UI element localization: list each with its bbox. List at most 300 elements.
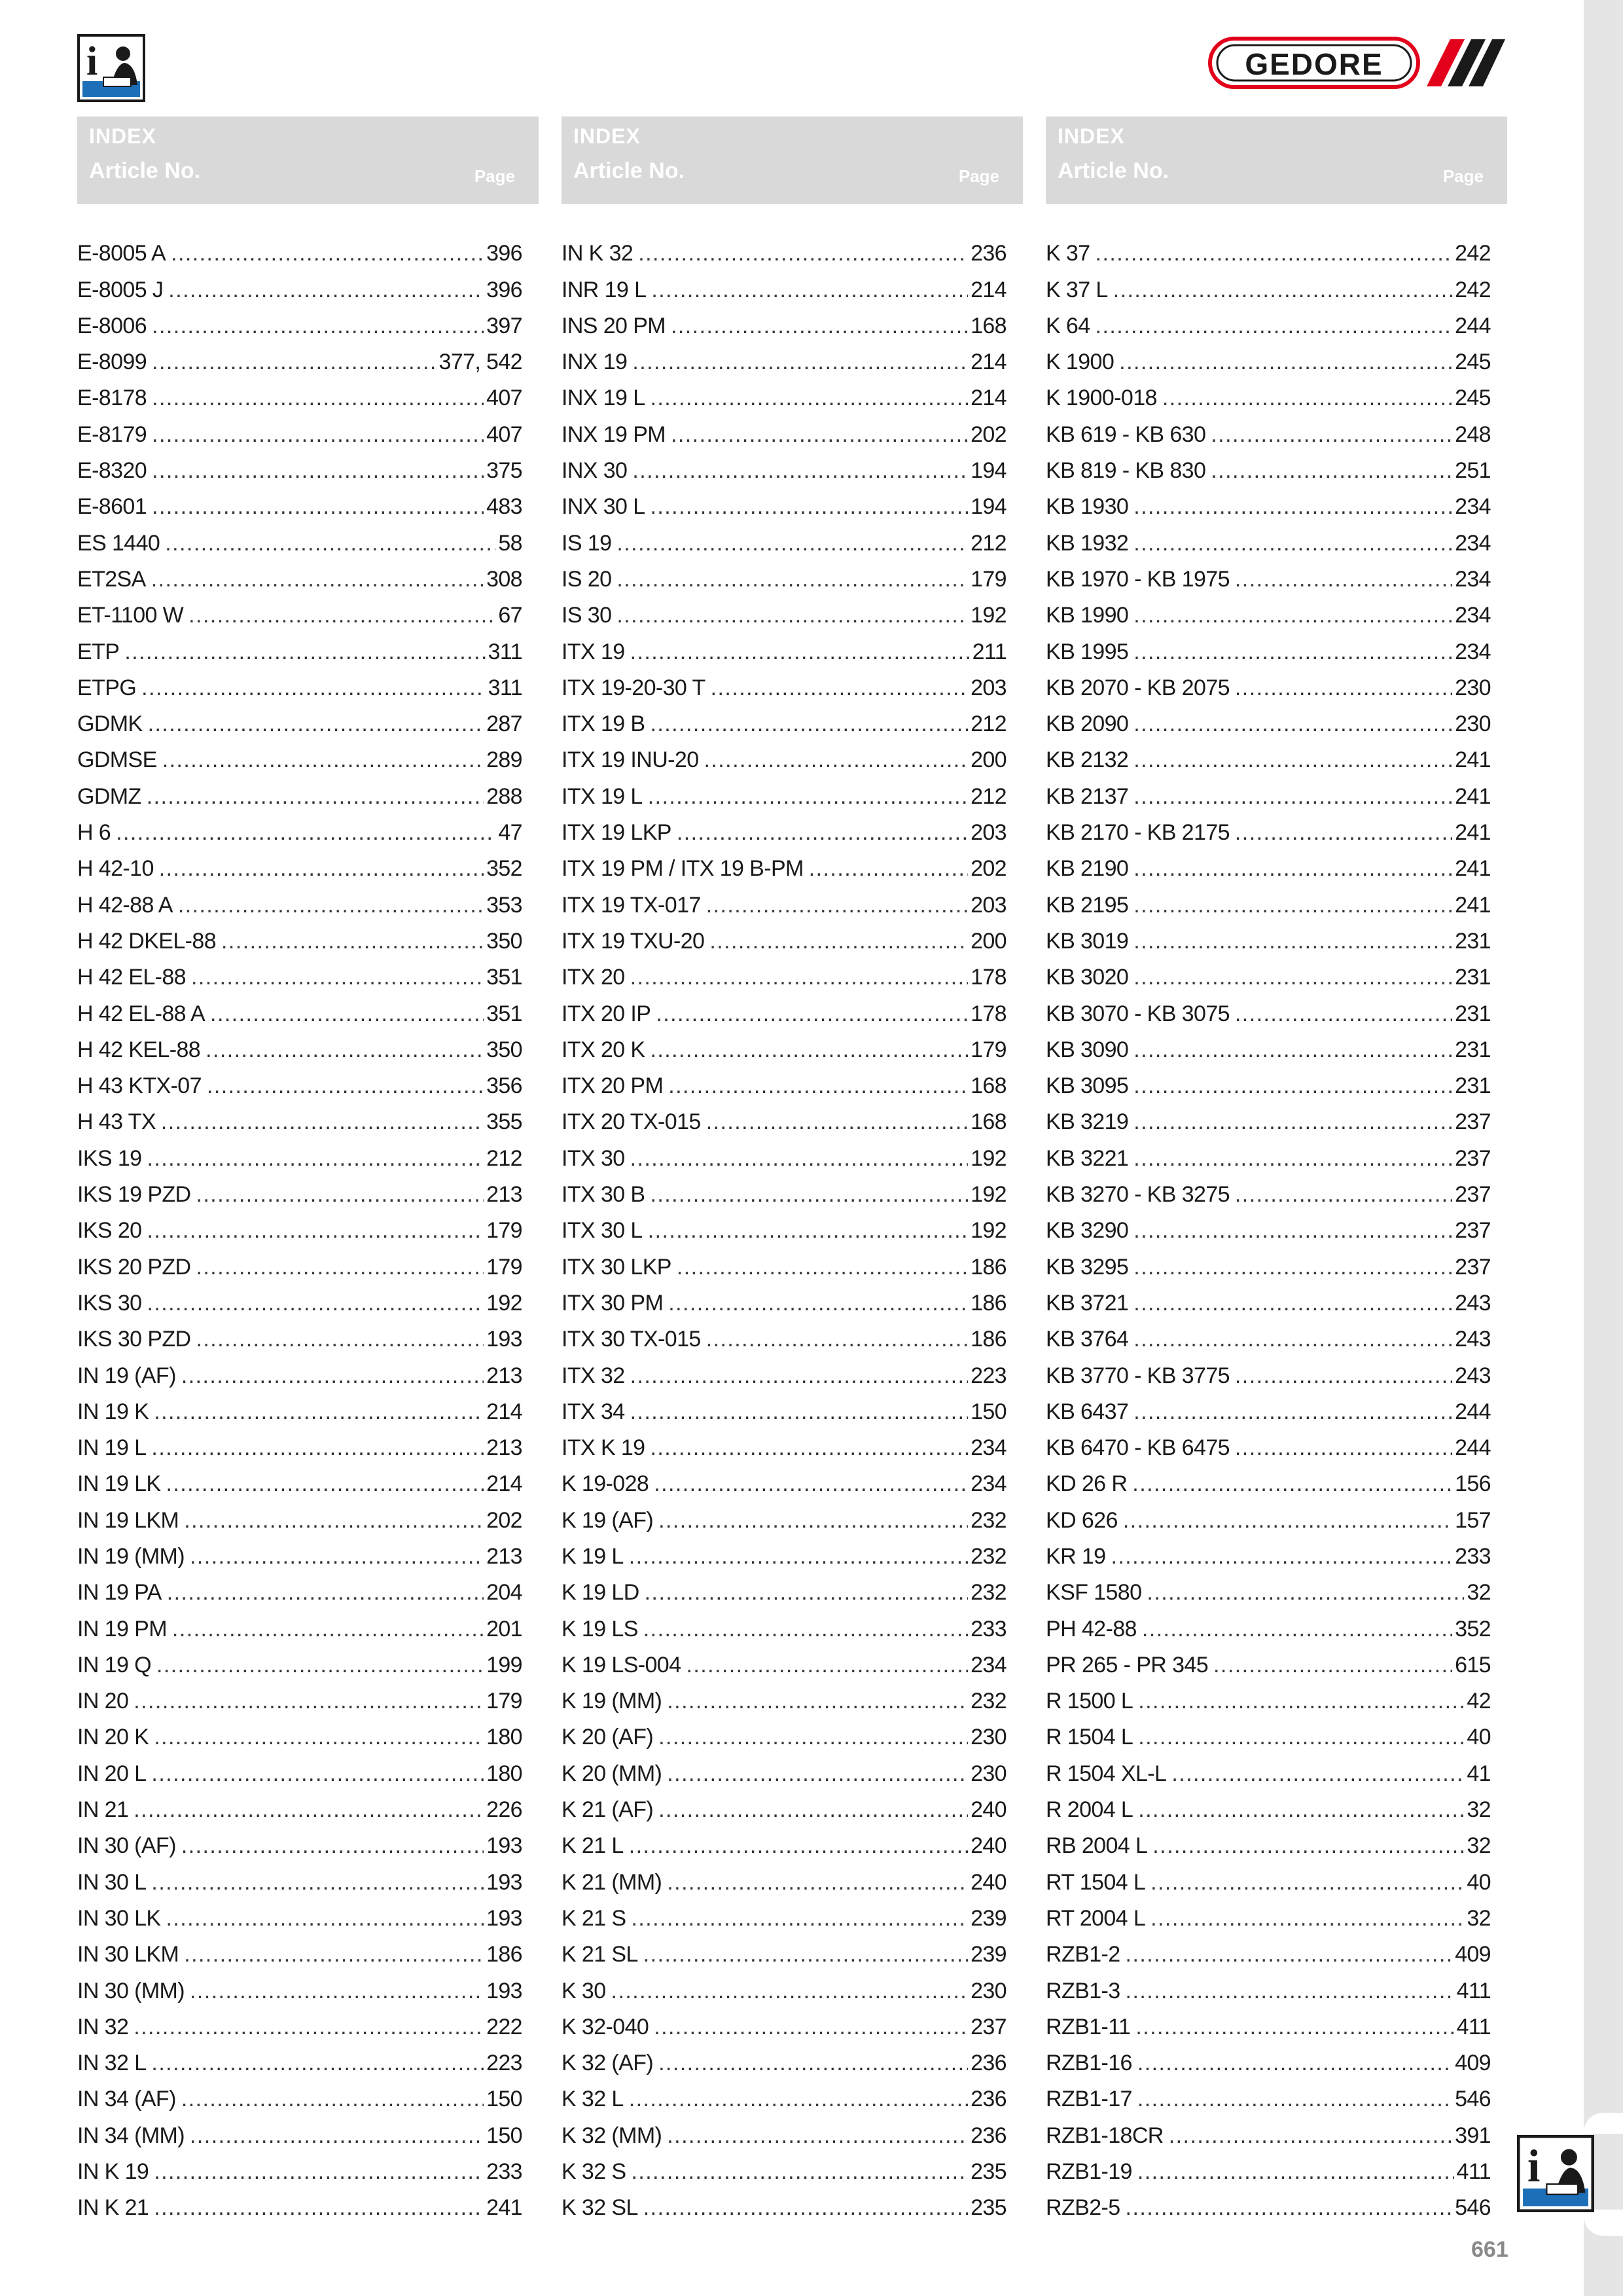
index-entry [1046,1172,1491,1208]
page-reference: 222 [486,2014,522,2039]
article-number: IN K 19 [77,2159,149,2185]
index-entry [77,1534,522,1570]
article-number: K 30 [562,1978,606,2003]
dot-leader [134,1688,484,1714]
dot-leader [1133,1326,1452,1352]
page-reference: 396 [486,277,522,302]
brand-name: GEDORE [1245,47,1383,81]
dot-leader [1235,566,1452,592]
page-reference: 236 [971,241,1007,266]
index-entry [1046,1787,1491,1823]
dot-leader [196,1326,484,1352]
page-reference: 230 [971,1725,1007,1750]
article-number: KB 2170 - KB 2175 [1046,820,1230,846]
page-reference: 242 [1455,277,1491,302]
page-reference: 233 [1455,1543,1491,1569]
page-reference: 240 [971,1797,1007,1823]
article-number: H 42-88 A [77,892,173,918]
index-entry [562,484,1007,520]
dot-leader [1133,493,1452,520]
article-number: IKS 20 PZD [77,1254,191,1280]
page-number: 661 [1471,2237,1508,2262]
dot-leader [629,1833,968,1859]
page-reference: 237 [1455,1109,1491,1135]
dot-leader [1235,1435,1452,1461]
article-number: K 21 SL [562,1942,638,1967]
article-number: ITX 19 TXU-20 [562,928,705,954]
page-reference: 243 [1455,1363,1491,1388]
article-number: IN 30 LKM [77,1942,179,1967]
article-number: KB 1930 [1046,494,1129,520]
page-reference: 223 [971,1363,1007,1388]
index-entry [1046,990,1491,1026]
index-entry [1046,1823,1491,1859]
dot-leader [134,1797,484,1823]
dot-leader [159,855,484,882]
dot-leader [184,1507,484,1534]
article-number: IN 20 K [77,1725,149,1750]
index-entry [562,1172,1007,1208]
index-entry [562,773,1007,809]
page-reference: 211 [972,639,1007,664]
dot-leader [152,313,484,339]
dot-leader [1132,1471,1452,1497]
page-reference: 237 [1455,1182,1491,1208]
page-reference: 236 [971,2123,1007,2148]
article-number: RZB2-5 [1046,2195,1120,2221]
article-number: ITX 20 IP [562,1001,651,1026]
page-reference: 239 [971,1942,1007,1967]
dot-leader [1213,1652,1452,1678]
article-number: IN 20 L [77,1761,147,1786]
article-number: IN 30 LK [77,1905,161,1931]
index-entry [77,448,522,484]
dot-leader [809,855,968,882]
index-entry [1046,1931,1491,1967]
article-number: K 32 S [562,2159,626,2185]
page-reference: 615 [1455,1652,1491,1677]
page-reference: 308 [486,566,522,592]
info-reader-icon[interactable] [1517,2135,1594,2212]
article-number: H 42 EL-88 A [77,1001,205,1026]
index-entry [562,1642,1007,1678]
index-entry [562,1280,1007,1316]
article-number: IN 19 (MM) [77,1543,185,1569]
dot-leader [1147,1579,1464,1605]
page-reference: 230 [1455,675,1491,700]
dot-leader [154,1399,484,1425]
index-entry [1046,1099,1491,1135]
article-number: IN 19 LKM [77,1507,179,1533]
index-entry [77,2149,522,2185]
page-reference: 186 [971,1254,1007,1280]
page-reference: 203 [971,675,1007,700]
article-number: ITX 19 L [562,783,643,809]
article-number: KB 3070 - KB 3075 [1046,1001,1230,1026]
page-reference: 192 [486,1290,522,1316]
article-number: PR 265 - PR 345 [1046,1652,1209,1677]
page-reference: 192 [971,1145,1007,1171]
page-reference: 213 [486,1363,522,1388]
dot-leader [154,1724,484,1750]
index-entry [1046,628,1491,664]
dot-leader [1169,2123,1452,2149]
index-entry [1046,2112,1491,2148]
page-reference: 157 [1455,1507,1491,1533]
article-number: ITX 32 [562,1363,625,1388]
page-reference: 243 [1455,1327,1491,1352]
page-reference: 178 [971,1001,1007,1026]
index-entry [77,1497,522,1533]
article-number: ITX 20 TX-015 [562,1109,701,1135]
index-entry [1046,1642,1491,1678]
index-entry [562,448,1007,484]
index-entry [562,1895,1007,1931]
index-entry [77,882,522,918]
index-title: INDEX [89,124,156,148]
dot-leader [630,1363,969,1389]
dot-leader [168,277,484,303]
dot-leader [1133,602,1452,628]
index-entry [562,1497,1007,1533]
article-number: E-8601 [77,494,147,520]
page-reference: 240 [971,1833,1007,1859]
page-reference: 41 [1467,1761,1491,1786]
dot-leader [151,2050,484,2076]
dot-leader [667,1688,968,1714]
page-reference: 377, 542 [438,350,522,375]
article-number: RT 1504 L [1046,1869,1146,1895]
article-number: K 21 S [562,1905,626,1931]
article-number: ITX 30 L [562,1218,643,1244]
dot-leader [152,385,484,411]
dot-leader [154,2159,484,2185]
article-number: IKS 30 [77,1290,142,1316]
index-entry [77,1352,522,1388]
dot-leader [630,1399,969,1425]
page-reference: 233 [486,2159,522,2185]
article-number: K 19-028 [562,1471,649,1497]
article-number: IN 32 [77,2014,129,2039]
index-entry [1046,1352,1491,1388]
gedore-logo [1208,37,1505,89]
article-number: KD 26 R [1046,1471,1128,1497]
page-reference: 230 [971,1978,1007,2003]
page-reference: 178 [971,965,1007,990]
page-reference: 239 [971,1905,1007,1931]
article-number: H 42 KEL-88 [77,1037,201,1062]
article-number: K 37 [1046,241,1090,266]
dot-leader [190,2123,484,2149]
page-reference: 226 [486,1797,522,1823]
page-reference: 288 [486,783,522,809]
page-reference: 202 [486,1507,522,1533]
page-reference: 236 [971,2051,1007,2076]
article-number: INX 30 [562,458,628,484]
page-reference: 202 [971,422,1007,447]
article-number: K 21 (MM) [562,1869,662,1895]
page-reference: 234 [1455,603,1491,628]
dot-leader [1126,1941,1453,1967]
article-number: RZB1-19 [1046,2159,1132,2185]
page-reference: 193 [486,1327,522,1352]
article-number: IN 19 PM [77,1616,167,1641]
article-number: GDMZ [77,783,141,809]
article-number: ITX 19-20-30 T [562,675,705,700]
page-reference: 179 [486,1254,522,1280]
article-number: KD 626 [1046,1507,1118,1533]
article-number: ITX 30 LKP [562,1254,671,1280]
article-number: KR 19 [1046,1543,1106,1569]
index-entry [562,1787,1007,1823]
page-reference: 213 [486,1182,522,1208]
dot-leader [181,2086,484,2112]
page-reference: 232 [971,1689,1007,1714]
index-entry [562,1099,1007,1135]
page-reference: 47 [498,820,522,846]
dot-leader [711,675,968,701]
dot-leader [1096,313,1453,339]
article-number: KB 3770 - KB 3775 [1046,1363,1230,1388]
index-entry [1046,1208,1491,1244]
article-number: E-8006 [77,313,147,338]
index-entry [77,954,522,990]
article-number: K 32 (AF) [562,2051,654,2076]
dot-leader [1133,964,1452,990]
page-reference: 204 [486,1580,522,1605]
page-reference: 407 [486,386,522,411]
page-reference: 287 [486,711,522,737]
article-number: KB 3090 [1046,1037,1129,1062]
page-reference: 289 [486,747,522,773]
index-entry [1046,1316,1491,1352]
index-entries [1046,230,1507,2221]
page-reference: 242 [1455,241,1491,266]
dot-leader [648,1217,968,1244]
page-reference: 193 [486,1905,522,1931]
index-entry [1046,1027,1491,1063]
article-number: KB 3270 - KB 3275 [1046,1182,1230,1208]
page-reference: 234 [1455,530,1491,556]
page-reference: 193 [486,1869,522,1895]
page-reference: 186 [971,1290,1007,1316]
index-entry [1046,230,1491,266]
article-number: GDMK [77,711,143,737]
page-reference: 251 [1455,458,1491,484]
dot-leader [1133,783,1452,810]
dot-leader [638,240,968,266]
article-number: R 1504 XL-L [1046,1761,1167,1786]
index-entry [562,1859,1007,1895]
page-reference: 245 [1455,386,1491,411]
dot-leader [196,1254,484,1280]
article-number: K 21 (AF) [562,1797,654,1823]
index-entry [1046,1967,1491,2003]
index-entry [562,918,1007,954]
index-entry [562,303,1007,339]
index-entry [1046,1389,1491,1425]
dot-leader [151,1435,484,1461]
article-number: RZB1-16 [1046,2051,1132,2076]
dot-leader [1133,1073,1452,1099]
page-reference: 352 [1455,1616,1491,1641]
article-number: INX 19 [562,350,628,375]
index-entry [1046,810,1491,846]
dot-leader [656,1001,968,1027]
article-number: IKS 19 [77,1145,142,1171]
dot-leader [1133,1145,1452,1172]
page-reference: 202 [971,856,1007,882]
dot-leader [630,639,970,665]
article-number: KB 3219 [1046,1109,1129,1135]
dot-leader [152,457,484,484]
dot-leader [210,1001,484,1027]
page-reference: 351 [486,965,522,990]
page-reference: 396 [486,241,522,266]
index-entry [77,230,522,266]
index-entry [77,1244,522,1280]
column-header [77,117,539,204]
index-entry [1046,665,1491,701]
index-entry [77,1389,522,1425]
article-number: INX 30 L [562,494,645,520]
index-entry [1046,1461,1491,1497]
page-reference: 248 [1455,422,1491,447]
index-entry [562,1208,1007,1244]
page-reference: 180 [486,1725,522,1750]
page-reference: 232 [971,1580,1007,1605]
article-number: K 19 LD [562,1580,639,1605]
article-number: KB 3095 [1046,1073,1129,1099]
index-entry [562,1714,1007,1750]
article-number: IS 20 [562,566,612,592]
index-entry [77,2185,522,2221]
page-reference: 214 [971,350,1007,375]
dot-leader [671,422,968,448]
index-entry [1046,1425,1491,1461]
page-reference: 391 [1455,2123,1491,2148]
index-entry [562,810,1007,846]
page-reference: 179 [486,1689,522,1714]
article-number: KB 2132 [1046,747,1129,773]
article-number: KB 1970 - KB 1975 [1046,566,1230,592]
dot-leader [151,1869,484,1895]
article-number: KB 3290 [1046,1218,1129,1244]
page-reference: 231 [1455,1073,1491,1099]
article-number: ITX 30 [562,1145,625,1171]
side-rail [1584,0,1623,2296]
page-reference: 237 [971,2014,1007,2039]
article-number: K 19 LS-004 [562,1652,681,1677]
dot-leader [1119,349,1452,375]
article-number: ITX K 19 [562,1435,645,1461]
dot-leader [1133,855,1452,882]
page-reference: 150 [486,2123,522,2148]
index-entry [562,1244,1007,1280]
dot-leader [1235,1181,1452,1208]
index-entry [77,2004,522,2040]
page-reference: 214 [486,1471,522,1497]
dot-leader [147,1290,484,1316]
page-reference: 32 [1467,1833,1491,1859]
page-reference: 411 [1456,2159,1491,2185]
info-reader-icon [77,34,145,102]
index-entry [562,1678,1007,1714]
page-reference: 67 [498,603,522,628]
dot-leader [1152,1833,1464,1859]
page-reference: 32 [1467,1580,1491,1605]
article-number: K 37 L [1046,277,1108,302]
index-entry [77,1967,522,2003]
article-number: ITX 20 K [562,1037,645,1062]
article-number: R 1500 L [1046,1689,1133,1714]
dot-leader [1138,1797,1464,1823]
index-entry [77,2076,522,2112]
page-reference: 223 [486,2051,522,2076]
page-reference: 213 [486,1435,522,1461]
article-number: H 43 TX [77,1109,156,1135]
index-entry [77,303,522,339]
dot-leader [629,1543,968,1570]
index-entry [562,1931,1007,1967]
dot-leader [658,1724,968,1750]
index-entry [1046,1895,1491,1931]
index-entry [1046,1497,1491,1533]
dot-leader [1150,1905,1464,1931]
page-reference: 213 [486,1543,522,1569]
dot-leader [196,1181,484,1208]
page-reference: 407 [486,422,522,447]
index-entries [77,230,539,2221]
dot-leader [667,1869,968,1895]
page-reference: 234 [1455,639,1491,664]
article-number: GDMSE [77,747,157,773]
dot-leader [1211,457,1452,484]
article-number: IKS 20 [77,1218,142,1244]
article-number: K 64 [1046,313,1090,338]
page-reference: 350 [486,1037,522,1062]
page-reference: 212 [486,1145,522,1171]
dot-leader [167,1579,484,1605]
dot-leader [1235,675,1452,701]
index-entry [1046,1605,1491,1641]
page-reference: 230 [971,1761,1007,1786]
page-reference: 241 [1455,820,1491,846]
article-number: K 21 L [562,1833,624,1859]
dot-leader [184,1941,484,1967]
index-entry [562,990,1007,1026]
article-number: K 19 L [562,1543,624,1569]
index-entry [562,556,1007,592]
dot-leader [1138,1688,1464,1714]
index-entry [562,1967,1007,2003]
page-reference: 200 [971,747,1007,773]
dot-leader [147,1217,484,1244]
dot-leader [1133,892,1452,918]
dot-leader [1133,639,1452,665]
index-entry [1046,1750,1491,1786]
dot-leader [1235,1363,1452,1389]
page-reference: 180 [486,1761,522,1786]
index-entry [77,484,522,520]
dot-leader [658,2050,968,2076]
dot-leader [152,493,484,520]
page-reference: 243 [1455,1290,1491,1316]
dot-leader [1096,240,1453,266]
article-number: ITX 30 B [562,1182,645,1208]
index-entry [1046,882,1491,918]
page-reference: 397 [486,313,522,338]
